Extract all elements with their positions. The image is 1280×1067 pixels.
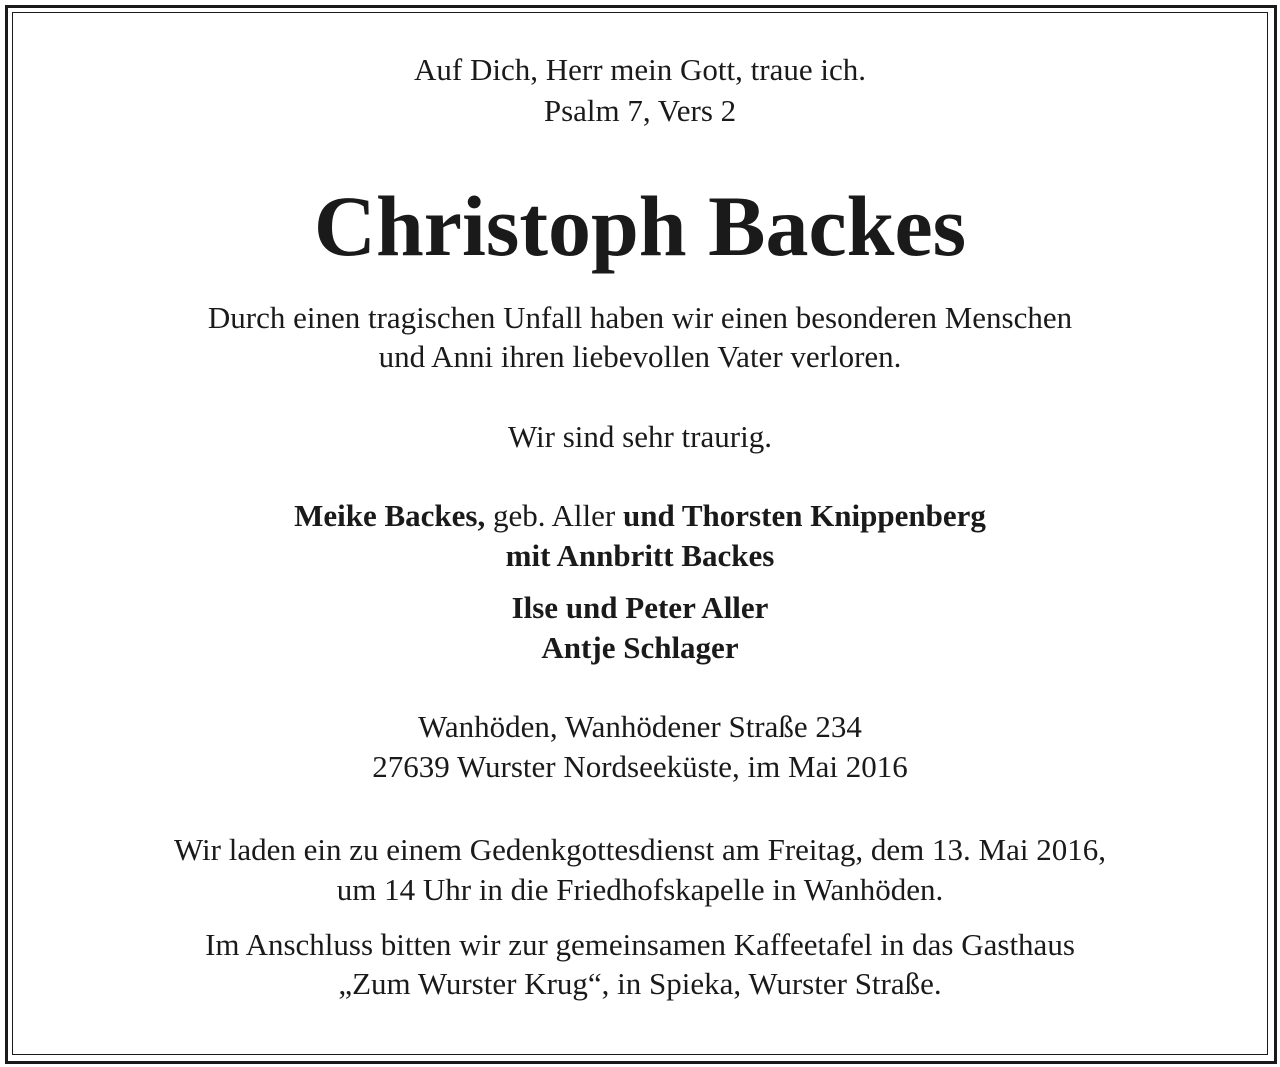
address-line-1: Wanhöden, Wanhödener Straße 234: [418, 709, 862, 744]
reception-line-1: Im Anschluss bitten wir zur gemeinsamen Kaffeetafel in das Gasthaus: [205, 927, 1075, 962]
reception-line-2: „Zum Wurster Krug“, in Spieka, Wurster Straße.: [338, 966, 942, 1001]
message-line-2: und Anni ihren liebevollen Vater verloren.: [378, 339, 902, 374]
address-line-2: 27639 Wurster Nordseeküste, im Mai 2016: [372, 749, 908, 784]
mourner-thorsten: und Thorsten Knippenberg: [622, 498, 986, 533]
message-line-1: Durch einen tragischen Unfall haben wir einen besonderen Menschen: [207, 300, 1073, 335]
sorrow-text: Wir sind sehr traurig.: [508, 419, 772, 454]
mourners-line-1: [0, 496, 1280, 536]
verse-reference: Psalm 7, Vers 2: [543, 93, 737, 128]
mourners-line-3: Ilse und Peter Aller: [511, 590, 769, 625]
verse-text: Auf Dich, Herr mein Gott, traue ich.: [414, 52, 866, 87]
mourners-line-2: mit Annbritt Backes: [505, 538, 775, 573]
mourner-maiden-name: geb. Aller: [485, 498, 623, 533]
service-line-2: um 14 Uhr in die Friedhofskapelle in Wanhöden.: [336, 872, 944, 907]
mourners-line-4: Antje Schlager: [541, 630, 739, 665]
mourner-meike: Meike Backes,: [294, 498, 486, 533]
service-line-1: Wir laden ein zu einem Gedenkgottesdienst am Freitag, dem 13. Mai 2016,: [174, 832, 1106, 867]
deceased-name: Christoph Backes: [313, 178, 967, 274]
